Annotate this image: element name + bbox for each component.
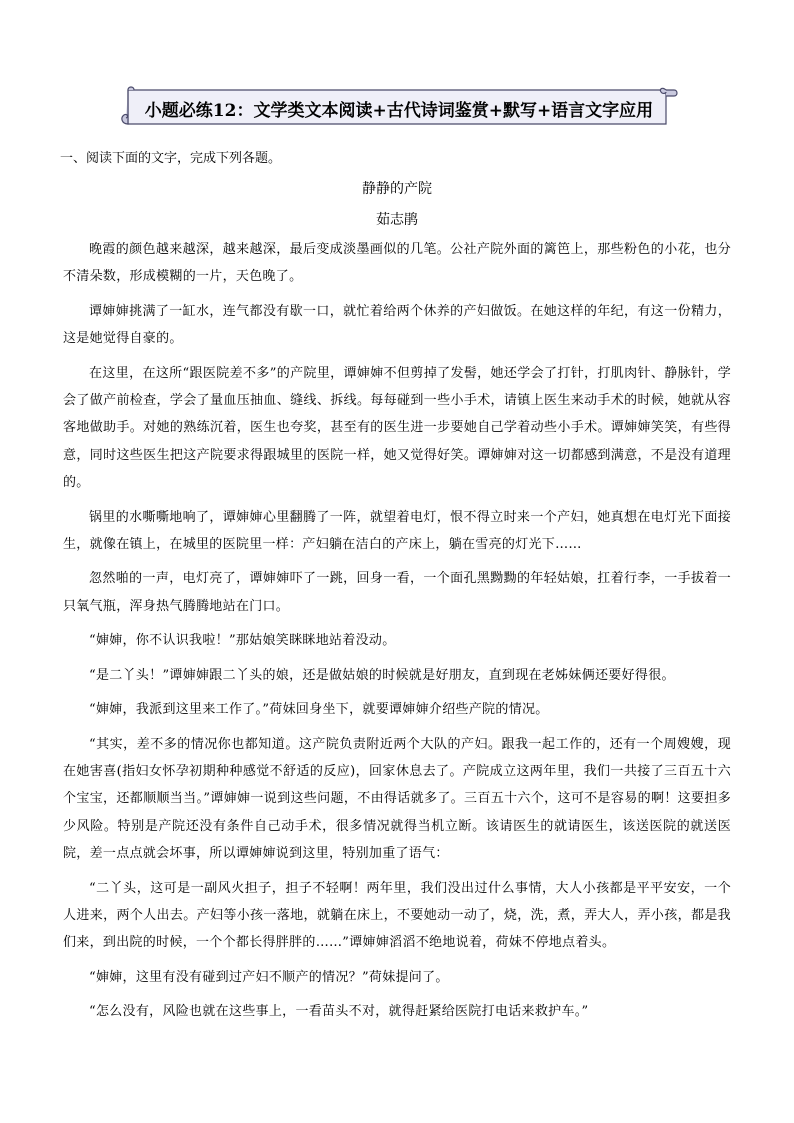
paragraph: “婶婶，我派到这里来工作了。”荷妹回身坐下，就要谭婶婶介绍些产院的情况。 [89,702,549,718]
paragraph: “其实，差不多的情况你也都知道。这产院负责附近两个大队的产妇。跟我一起工作的，还有一个周嫂嫂，现在她害喜(指妇女怀孕初期种种感觉不舒适的反应)，回家休息去了。产院成立这两年里，我们一共接了三百五十六个宝宝，还都顺顺当当。”谭婶婶一说到这些问题，不由得话就多了。三百五十六个，这可不是容易的啊！这要担多少风险。特别是产院还没有条件自己动手术，很多情况就得当机立断。该请医生的就请医生，该送医院的就送医院，差一点点就会坏事，所以谭婶婶说到这里，特别加重了语气： [63,736,731,862]
section-instruction: 一、阅读下面的文字，完成下列各题。 [60,151,282,166]
story-body [63,236,731,1033]
page-title: 小题必练12：文学类文本阅读+古代诗词鉴赏+默写+语言文字应用 [144,100,654,121]
paragraph: 谭婶婶挑满了一缸水，连气都没有歇一口，就忙着给两个休养的产妇做饭。在她这样的年纪，有这一份精力，这是她觉得自豪的。 [63,303,731,347]
story-title: 静静的产院 [362,181,432,197]
paragraph: “怎么没有，风险也就在这些事上，一看苗头不对，就得赶紧给医院打电话来救护车。” [89,1004,589,1020]
paragraph: 锅里的水嘶嘶地响了，谭婶婶心里翻腾了一阵，就望着电灯，恨不得立时来一个产妇，她真想在电灯光下面接生，就像在镇上，在城里的医院里一样：产妇躺在洁白的产床上，躺在雪亮的灯光下…… [63,509,731,553]
paragraph: “婶婶，你不认识我啦！”那姑娘笑眯眯地站着没动。 [89,633,396,649]
paragraph: “婶婶，这里有没有碰到过产妇不顺产的情况？”荷妹提问了。 [89,969,449,985]
paragraph: “是二丫头！”谭婶婶跟二丫头的娘，还是做姑娘的时候就是好朋友，直到现在老姊妹俩还要好得很。 [89,667,675,683]
title-banner [118,84,680,132]
paragraph: 晚霞的颜色越来越深，越来越深，最后变成淡墨画似的几笔。公社产院外面的篱笆上，那些粉色的小花，也分不清朵数，形成模糊的一片，天色晚了。 [63,242,731,285]
paragraph: 忽然啪的一声，电灯亮了，谭婶婶吓了一跳，回身一看，一个面孔黑黝黝的年轻姑娘，扛着行李，一手拔着一只氧气瓶，浑身热气腾腾地站在门口。 [63,571,731,614]
paragraph: 在这里，在这所“跟医院差不多”的产院里，谭婶婶不但剪掉了发髻，她还学会了打针，打肌肉针、静脉针，学会了做产前检查，学会了量血压抽血、缝线、拆线。每每碰到一些小手术，请镇上医生来动手术的时候，她就从容客地做助手。对她的熟练沉着，医生也夸奖，甚至有的医生进一步要她自己学着动些小手术。谭婶婶笑笑，有些得意，同时这些医生把这产院要求得跟城里的医院一样，她又觉得好笑。谭婶婶对这一切都感到满意，不是没有道理的。 [63,365,731,491]
story-author: 茹志鹃 [376,212,418,228]
paragraph: “二丫头，这可是一副风火担子，担子不轻啊！两年里，我们没出过什么事情，大人小孩都是平平安安，一个人进来，两个人出去。产妇等小孩一落地，就躺在床上，不要她动一动了，烧，洗，煮，弄大人，弄小孩，都是我们来，到出院的时候，一个个都长得胖胖的……”谭婶婶滔滔不绝地说着，荷妹不停地点着头。 [63,880,731,951]
